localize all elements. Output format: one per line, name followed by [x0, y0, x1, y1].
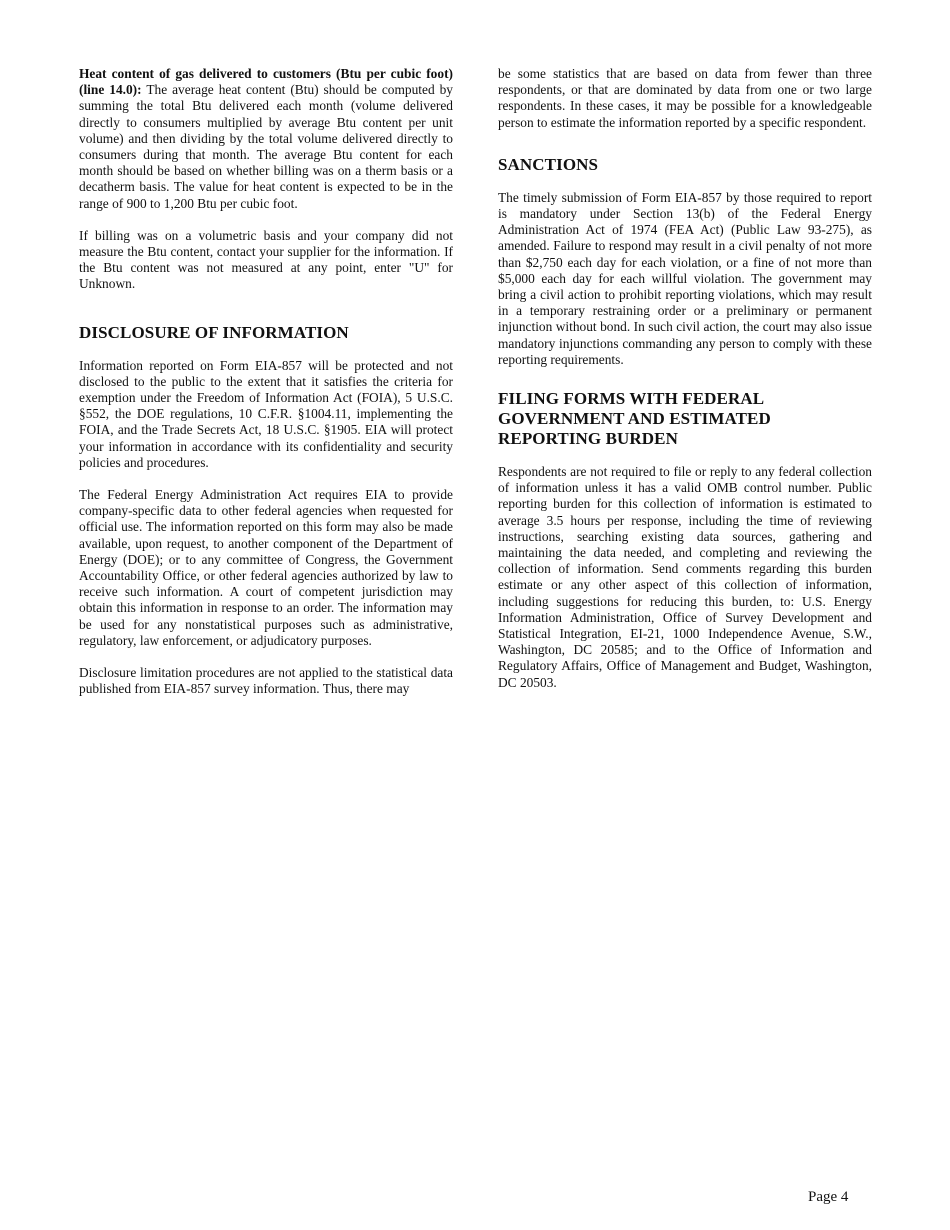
- disclosure-paragraph-1: Information reported on Form EIA-857 will be protected and not disclosed to the public to the extent that it satisfies the criteria for exemption under the Freedom of Information Act (FOIA), 5 U.S.C. §552, the DOE regulations, 10 C.F.R. §1004.11, implementing the FOIA, and the Trade Secrets Act, 18 U.S.C. §1905. EIA will protect your information in accordance with its confidentiality and security policies and procedures.: [79, 357, 453, 470]
- heat-content-paragraph: [79, 66, 453, 212]
- billing-paragraph: If billing was on a volumetric basis and your company did not measure the Btu content, contact your supplier for the information. If the Btu content was not measured at any point, enter "U" for Unknown.: [79, 227, 453, 292]
- left-column: [79, 66, 453, 698]
- disclosure-heading: DISCLOSURE OF INFORMATION: [79, 322, 349, 342]
- sanctions-heading: SANCTIONS: [498, 154, 599, 174]
- heat-content-body: The average heat content (Btu) should be computed by summing the total Btu delivered each month (volume delivered directly to consumers multiplied by average Btu content per unit volume) and then dividing by the total volume delivered directly to consumers during that month. The average Btu content for each month should be based on whether billing was on a therm basis or a decatherm basis. The value for heat content is expected to be in the range of 900 to 1,200 Btu per cubic foot.: [79, 82, 453, 211]
- filing-paragraph: Respondents are not required to file or reply to any federal collection of information unless it has a valid OMB control number. Public reporting burden for this collection of information is estimated to average 3.5 hours per response, including the time of reviewing instructions, searching existing data sources, gathering and maintaining the data needed, and completing and reviewing the collection of information. Send comments regarding this burden estimate or any other aspect of this collection of information, including suggestions for reducing this burden, to: U.S. Energy Information Administration, Office of Survey Development and Statistical Integration, EI-21, 1000 Independence Avenue, S.W., Washington, DC 20585; and to the Office of Information and Regulatory Affairs, Office of Management and Budget, Washington, DC 20503.: [498, 464, 872, 690]
- filing-heading: [498, 389, 872, 449]
- filing-heading-line-3: REPORTING BURDEN: [498, 429, 678, 449]
- heat-content-lead: Heat content of gas delivered to customers (Btu per cubic foot) (line 14.0):: [79, 66, 453, 98]
- disclosure-continuation: be some statistics that are based on data from fewer than three respondents, or that are dominated by data from one or two large respondents. In these cases, it may be possible for a knowledgeable person to estimate the information reported by a specific respondent.: [498, 66, 872, 130]
- disclosure-paragraph-2: The Federal Energy Administration Act requires EIA to provide company-specific data to other federal agencies when requested for official use. The information reported on this form may also be made available, upon request, to another component of the Department of Energy (DOE); or to any committee of Congress, the Government Accountability Office, or other federal agencies authorized by law to receive such information. A court of competent jurisdiction may obtain this information in response to an order. The information may be used for any nonstatistical purposes such as administrative, regulatory, law enforcement, or adjudicatory purposes.: [79, 487, 453, 648]
- right-column: [498, 66, 872, 691]
- disclosure-paragraph-3: Disclosure limitation procedures are not applied to the statistical data published from EIA-857 survey information. Thus, there may: [79, 665, 453, 697]
- sanctions-paragraph: The timely submission of Form EIA-857 by those required to report is mandatory under Section 13(b) of the Federal Energy Administration Act of 1974 (FEA Act) (Public Law 93-275), as amended. Failure to respond may result in a civil penalty of not more than $2,750 each day for each violation, or a fine of not more than $5,000 each day for each willful violation. The government may bring a civil action to prohibit reporting violations, which may result in a temporary restraining order or a preliminary or permanent injunction without bond. In such civil action, the court may also issue mandatory injunctions commanding any person to comply with these reporting requirements.: [498, 189, 872, 367]
- filing-heading-line-1: FILING FORMS WITH FEDERAL: [498, 389, 765, 409]
- page-number: Page 4: [808, 1189, 849, 1205]
- filing-heading-line-2: GOVERNMENT AND ESTIMATED: [498, 409, 771, 429]
